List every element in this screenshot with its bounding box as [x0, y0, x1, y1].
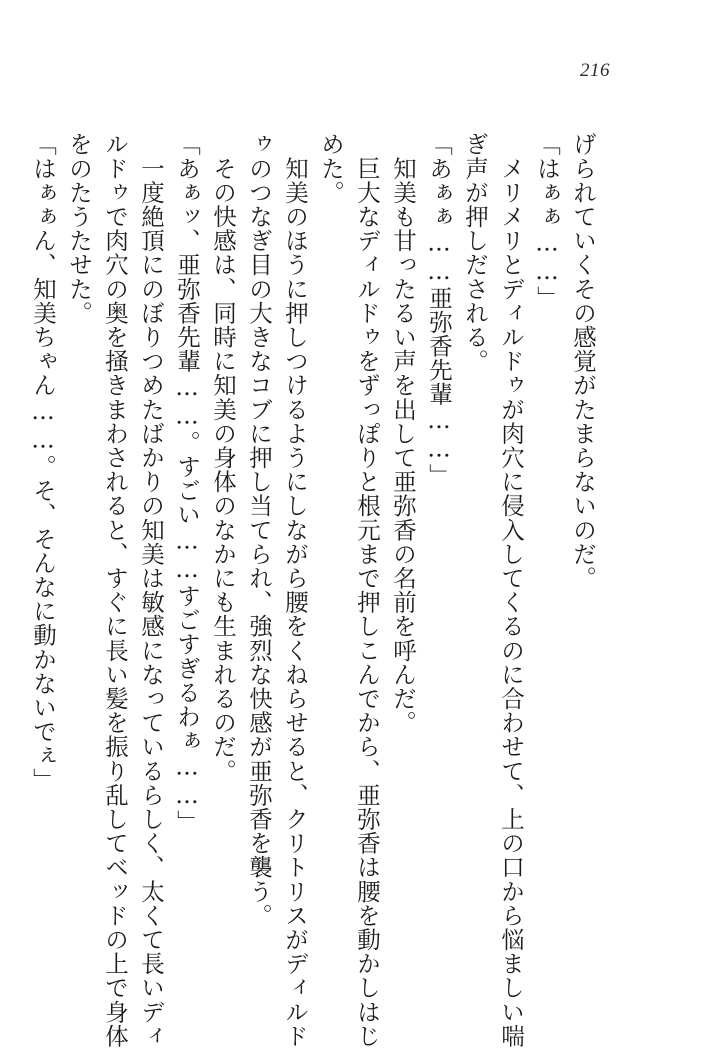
text-line: 「あぁぁ……亜弥香先輩……」: [425, 132, 453, 488]
text-line: 知美のほうに押しつけるようにしながら腰をくねらせると、クリトリスがディルド: [281, 132, 309, 1048]
text-line: ゥのつなぎ目の大きなコブに押し当てられ、強烈な快感が亜弥香を襲う。: [245, 132, 273, 928]
text-line: げられていくその感覚がたまらないのだ。: [569, 132, 597, 590]
text-line: ルドゥで肉穴の奥を掻きまわされると、すぐに長い髪を振り乱してベッドの上で身体: [101, 132, 129, 1048]
text-line: その快感は、同時に知美の身体のなかにも生まれるのだ。: [209, 132, 237, 783]
text-line: 「はぁぁん、知美ちゃん……。そ、そんなに動かないでぇ」: [29, 132, 57, 792]
text-line: 知美も甘ったるい声を出して亜弥香の名前を呼んだ。: [389, 132, 417, 735]
vertical-text-body: [29, 132, 597, 1048]
text-line: 「あぁッ、亜弥香先輩……。すごい……すごすぎるわぁ……」: [173, 132, 201, 834]
text-line: メリメリとディルドゥが肉穴に侵入してくるのに合わせて、上の口から悩ましい喘: [497, 132, 525, 1048]
text-line: ぎ声が押しだされる。: [461, 132, 489, 373]
text-line: 巨大なディルドゥをずっぽりと根元まで押しこんでから、亜弥香は腰を動かしはじ: [353, 132, 381, 1048]
text-line: をのたうたせた。: [65, 132, 93, 325]
page-number: 216: [580, 60, 610, 81]
text-line: 「はぁぁ……」: [533, 132, 561, 310]
text-line: 一度絶頂にのぼりつめたばかりの知美は敏感になっているらしく、太くて長いディ: [137, 132, 165, 1048]
text-line: めた。: [317, 132, 345, 205]
